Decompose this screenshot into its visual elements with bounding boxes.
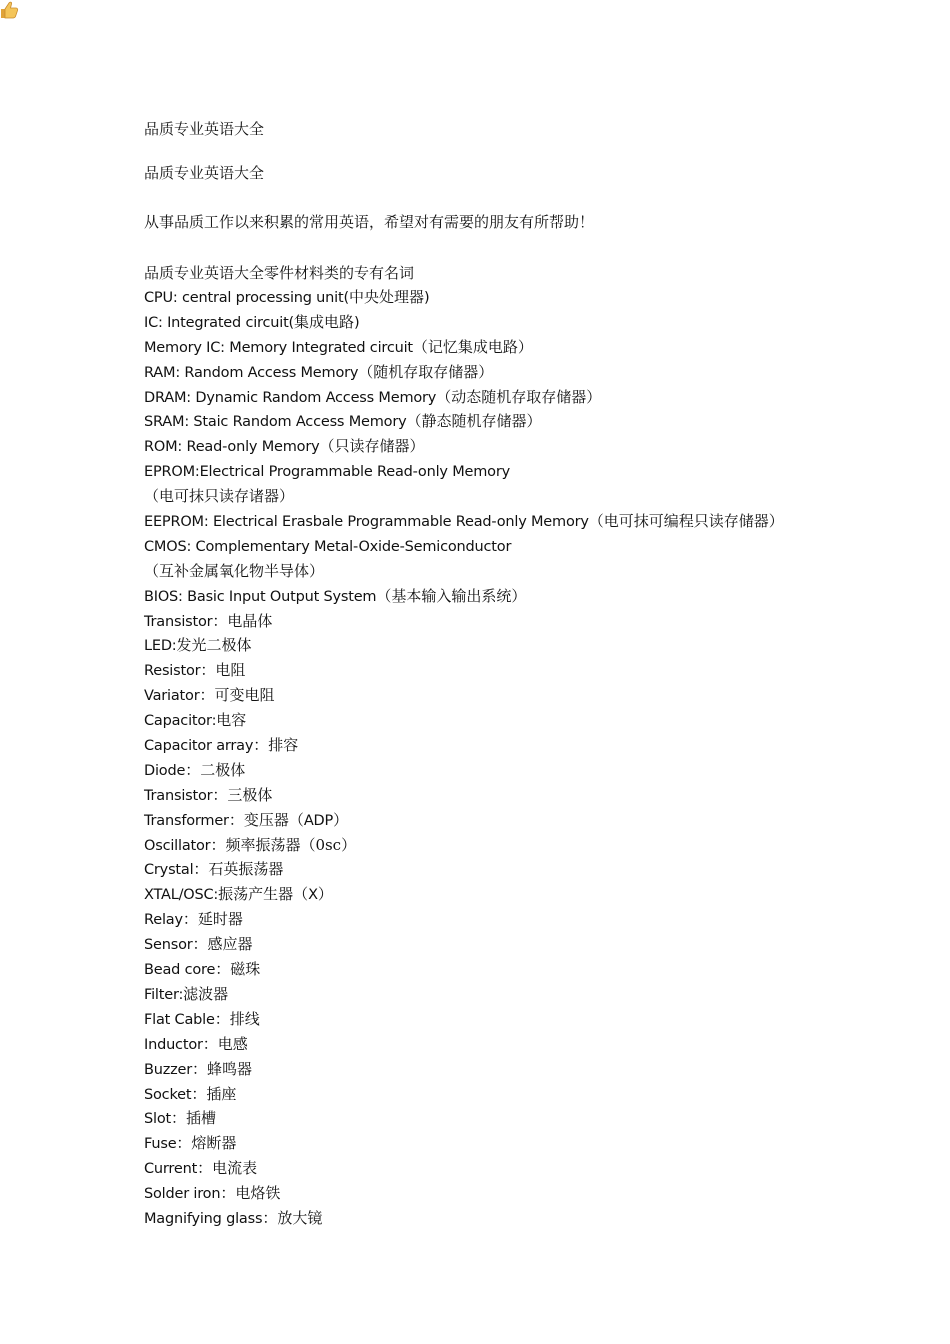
glossary-entry: Capacitor:电容 — [144, 711, 247, 730]
glossary-entry: ROM: Read-only Memory（只读存储器） — [144, 437, 425, 456]
glossary-entry: CPU: central processing unit(中央处理器) — [144, 288, 430, 306]
glossary-entry: Filter:滤波器 — [144, 984, 229, 1003]
glossary-entry: Fuse：熔断器 — [144, 1134, 237, 1153]
glossary-entry: EPROM:Electrical Programmable Read-only Memory — [144, 464, 510, 481]
doc-intro: 从事品质工作以来积累的常用英语，希望对有需要的朋友有所帮助！ — [144, 213, 595, 231]
glossary-entry: Relay：延时器 — [144, 910, 243, 929]
glossary-entry: Oscillator：频率振荡器（0sc） — [144, 835, 357, 854]
glossary-entry: LED:发光二极体 — [144, 636, 252, 655]
glossary-entry: DRAM: Dynamic Random Access Memory（动态随机存取存储器） — [144, 387, 602, 406]
thumbs-up-icon — [0, 0, 20, 20]
glossary-entry: Sensor：感应器 — [144, 935, 253, 954]
glossary-entry: Flat Cable：排线 — [144, 1009, 260, 1028]
doc-subtitle: 品质专业英语大全 — [144, 164, 265, 182]
glossary-entry: Resistor：电阻 — [144, 661, 246, 680]
glossary-entry: Slot：插槽 — [144, 1109, 217, 1128]
glossary-entry: Buzzer：蜂鸣器 — [144, 1059, 253, 1078]
glossary-entry: （互补金属氧化物半导体） — [144, 561, 325, 580]
glossary-entry: Transistor：三极体 — [144, 785, 273, 804]
glossary-entry: RAM: Random Access Memory（随机存取存储器） — [144, 362, 494, 381]
doc-title: 品质专业英语大全 — [144, 120, 265, 138]
glossary-entry: Solder iron：电烙铁 — [144, 1184, 281, 1203]
glossary-entry: Crystal：石英振荡器 — [144, 860, 284, 879]
glossary-entry: Current：电流表 — [144, 1159, 258, 1178]
section-heading: 品质专业英语大全零件材料类的专有名词 — [144, 264, 415, 282]
glossary-entry: BIOS: Basic Input Output System（基本输入输出系统） — [144, 586, 527, 605]
glossary-entry: （电可抹只读存诸器） — [144, 487, 295, 506]
glossary-entry: Capacitor array：排容 — [144, 736, 299, 755]
glossary-entry: XTAL/OSC:振荡产生器（X） — [144, 885, 333, 904]
glossary-entry: Magnifying glass：放大镜 — [144, 1208, 323, 1227]
glossary-entry: Diode：二极体 — [144, 760, 246, 779]
glossary-entry: Memory IC: Memory Integrated circuit（记忆集成电路） — [144, 337, 533, 356]
glossary-entry: Socket：插座 — [144, 1084, 237, 1103]
glossary-entry: Inductor：电感 — [144, 1034, 248, 1053]
glossary-entry: IC: Integrated circuit(集成电路) — [144, 312, 360, 331]
glossary-entry: SRAM: Staic Random Access Memory（静态随机存储器） — [144, 412, 542, 431]
glossary-entry: Variator：可变电阻 — [144, 686, 275, 705]
glossary-entry: CMOS: Complementary Metal-Oxide-Semiconductor — [144, 538, 512, 555]
glossary-entry: EEPROM: Electrical Erasbale Programmable Read-only Memory（电可抹可编程只读存储器） — [144, 512, 784, 531]
glossary-entry: Transistor：电晶体 — [144, 611, 273, 630]
glossary-list — [144, 285, 784, 1231]
glossary-entry: Bead core：磁珠 — [144, 960, 261, 979]
glossary-entry: Transformer：变压器（ADP） — [144, 810, 349, 829]
